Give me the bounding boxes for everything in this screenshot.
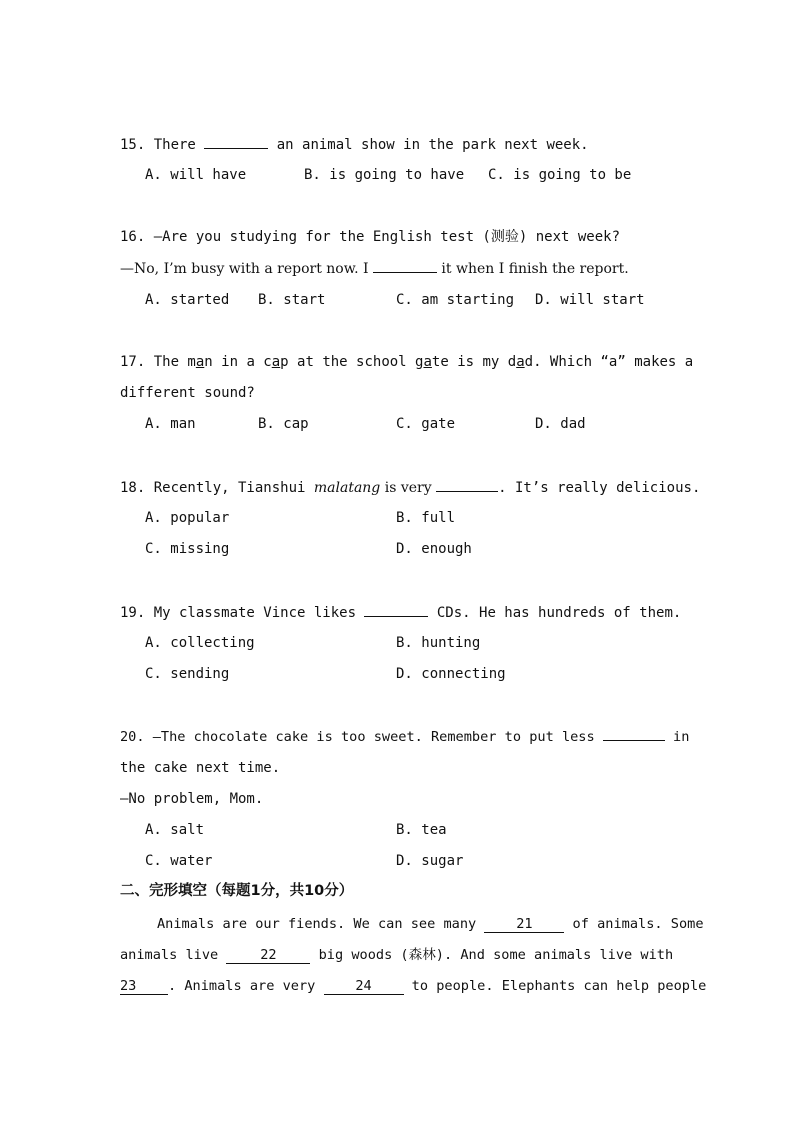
q16-option-d: D. will start [535,292,645,308]
q18-option-c: C. missing [145,541,230,557]
answer-blank [373,258,437,273]
section-heading: 二、完形填空（每题1分，共10分） [120,883,354,899]
question-16-stem: 16. —Are you studying for the English test (测验) next week? [120,229,621,245]
question-18-stem: 18. Recently, Tianshui malatang is very . It’s really delicious. [120,477,700,498]
passage-line-1: Animals are our fiends. We can see many 21 of animals. Some [157,916,704,932]
cloze-blank-23: 23 [120,978,168,995]
question-17-stem: 17. The man in a cap at the school gate is my dad. Which “a” makes a [120,354,694,370]
q20-option-b: B. tea [396,822,447,838]
q17-option-d: D. dad [535,416,586,432]
question-17-stem-line2: different sound? [120,385,255,401]
q20-option-a: A. salt [145,822,205,838]
q17-option-b: B. cap [258,416,309,432]
answer-blank [603,726,665,741]
question-20-stem-line2: the cake next time. [120,760,281,776]
q18-option-d: D. enough [396,541,472,557]
cloze-blank-22: 22 [226,947,310,964]
cloze-blank-21: 21 [484,916,564,933]
q20-option-c: C. water [145,853,213,869]
q15-option-a: A. will have [145,167,247,183]
q16-option-b: B. start [258,292,326,308]
cloze-blank-24: 24 [324,978,404,995]
q18-option-b: B. full [396,510,456,526]
q16-option-a: A. started [145,292,230,308]
q20-option-d: D. sugar [396,853,464,869]
q17-option-a: A. man [145,416,196,432]
passage-line-3: 23 . Animals are very 24 to people. Elephants can help people [120,978,707,994]
question-15-stem: 15. There an animal show in the park next week. [120,134,589,155]
question-20-stem: 20. —The chocolate cake is too sweet. Remember to put less in [120,726,689,747]
q19-option-c: C. sending [145,666,230,682]
passage-line-2: animals live 22 big woods (森林). And some animals live with [120,947,674,963]
q19-option-a: A. collecting [145,635,255,651]
q19-option-d: D. connecting [396,666,506,682]
answer-blank [364,602,428,617]
question-16-reply: —No, I’m busy with a report now. I it when I finish the report. [120,258,629,279]
q18-option-a: A. popular [145,510,230,526]
answer-blank [436,477,498,492]
q16-option-c: C. am starting [396,292,515,308]
q15-option-c: C. is going to be [488,167,632,183]
q15-option-b: B. is going to have [304,167,465,183]
q19-option-b: B. hunting [396,635,481,651]
question-20-reply: —No problem, Mom. [120,791,264,807]
q17-option-c: C. gate [396,416,456,432]
answer-blank [204,134,268,149]
question-19-stem: 19. My classmate Vince likes CDs. He has hundreds of them. [120,602,681,623]
